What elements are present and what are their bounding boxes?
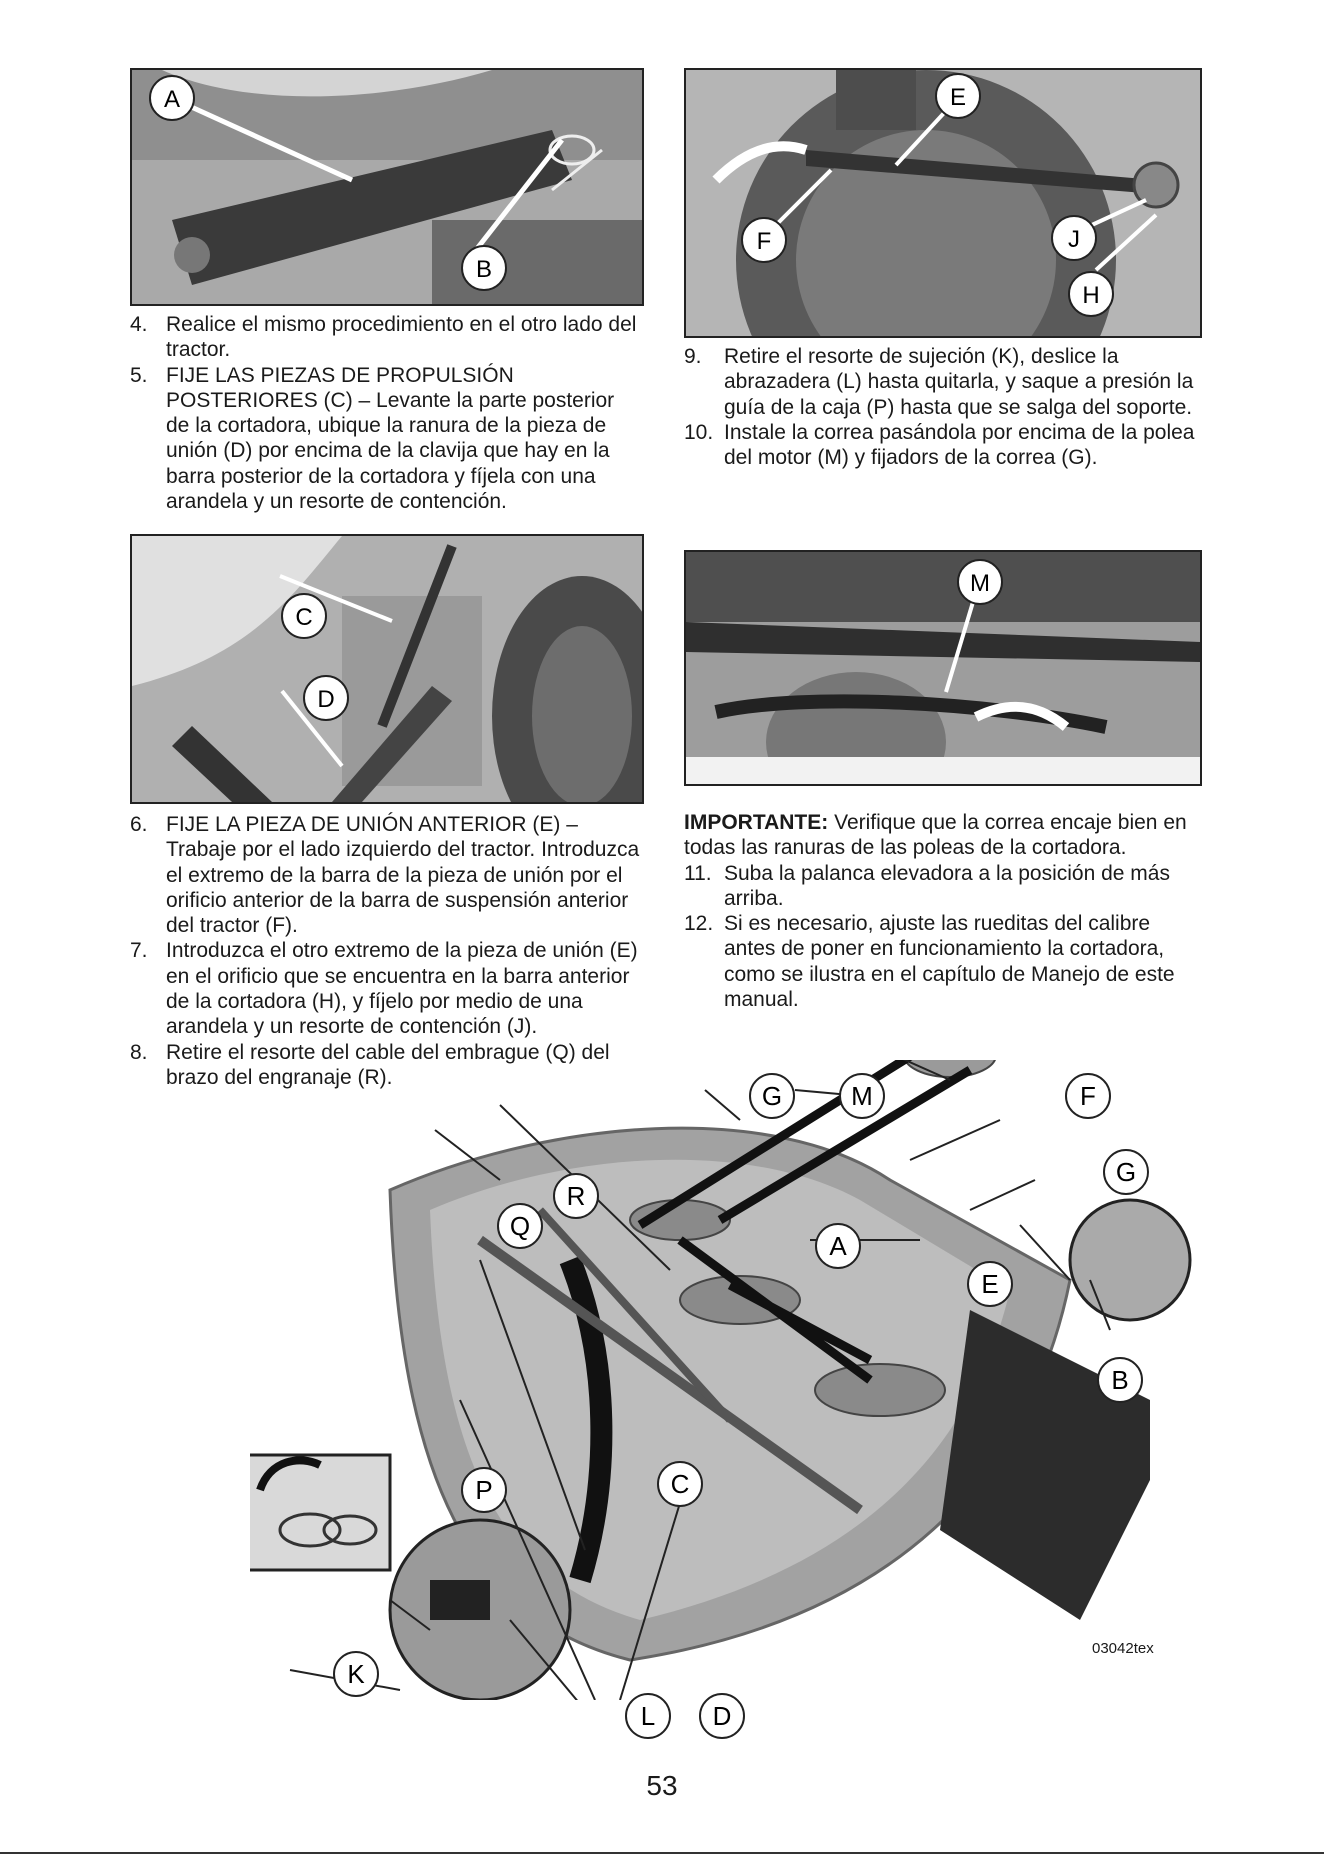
callout-r-deck (554, 1174, 598, 1218)
callout-b-deck (1098, 1358, 1142, 1402)
svg-text:H: H (1082, 282, 1100, 309)
svg-text:M: M (970, 570, 990, 597)
step-4: 4. Realice el mismo procedimiento en el otro lado del tractor. (130, 313, 637, 362)
svg-text:A: A (163, 86, 181, 113)
step-11: 11. Suba la palanca elevadora a la posición de más arriba. (684, 861, 1170, 910)
svg-text:C: C (670, 1469, 690, 1499)
svg-text:Q: Q (509, 1211, 531, 1241)
callout-a-deck (816, 1224, 860, 1268)
figure-code: 03042tex (1092, 1640, 1154, 1657)
svg-text:F: F (1080, 1081, 1096, 1111)
step-9: 9. Retire el resorte de sujeción (K), deslice la abrazadera (L) hasta quitarla, y saque a presión la guía de la caja (P) hasta que se salga del soporte. (684, 345, 1194, 419)
step-5: 5. FIJE LAS PIEZAS DE PROPULSIÓN POSTERIORES (C) – Levante la parte posterior de la cortadora, ubique la ranura de la pieza de unión (D) por encima de la clavija que hay en la barra posterior de la cortadora y fíjela con una arandela y un resorte de contención. (130, 363, 615, 514)
svg-text:G: G (1115, 1157, 1137, 1187)
svg-text:A: A (829, 1231, 847, 1261)
step-8: 8. Retire el resorte del cable del embrague (Q) del brazo del engranaje (R). (130, 1040, 610, 1089)
step-6: 6. FIJE LA PIEZA DE UNIÓN ANTERIOR (E) – Trabaje por el lado izquierdo del tractor. Introduzca el extremo de la barra de la pieza de unión por el orificio anterior de la barra de suspensión anterior del tractor (F). (130, 813, 640, 938)
important-text: Verifique que la correa encaje bien en todas las ranuras de las poleas de la cortadora. (684, 811, 1187, 860)
step-12: 12. Si es necesario, ajuste las rueditas del calibre antes de poner en funcionamiento la cortadora, como se ilustra en el capítulo de Manejo de este manual. (684, 912, 1175, 1012)
svg-text:D: D (317, 686, 335, 713)
svg-text:J: J (1068, 226, 1080, 253)
svg-text:P: P (475, 1475, 493, 1505)
svg-text:L: L (640, 1701, 656, 1731)
svg-text:D: D (712, 1701, 732, 1731)
svg-text:E: E (949, 84, 967, 111)
svg-text:M: M (851, 1081, 873, 1111)
svg-text:E: E (981, 1269, 999, 1299)
callout-m-deck (840, 1074, 884, 1118)
callout-d-deck (700, 1694, 744, 1738)
callout-e-deck (968, 1262, 1012, 1306)
svg-text:C: C (295, 604, 313, 631)
step-10: 10. Instale la correa pasándola por encima de la polea del motor (M) y fijadors de la correa (G). (684, 420, 1195, 470)
callout-f-deck (1066, 1074, 1110, 1118)
callout-p-deck (462, 1468, 506, 1512)
step-7: 7. Introduzca el otro extremo de la pieza de unión (E) en el orificio que se encuentra en la barra anterior de la cortadora (H), y fíjelo por medio de una arandela y un resorte de contención (J). (130, 939, 638, 1039)
callout-g-top (750, 1074, 794, 1118)
page-number: 53 (646, 1770, 678, 1801)
callout-c-deck (658, 1462, 702, 1506)
svg-text:R: R (566, 1181, 586, 1211)
important-label: IMPORTANTE: (684, 811, 829, 834)
callout-g-right (1104, 1150, 1148, 1194)
page-bottom-rule (0, 1852, 1324, 1854)
svg-text:F: F (756, 228, 772, 255)
svg-text:B: B (475, 256, 493, 283)
svg-text:K: K (347, 1659, 365, 1689)
svg-text:B: B (1111, 1365, 1129, 1395)
callout-l-deck (626, 1694, 670, 1738)
callout-k-deck (334, 1652, 378, 1696)
callout-q-deck (498, 1204, 542, 1248)
svg-text:G: G (761, 1081, 783, 1111)
